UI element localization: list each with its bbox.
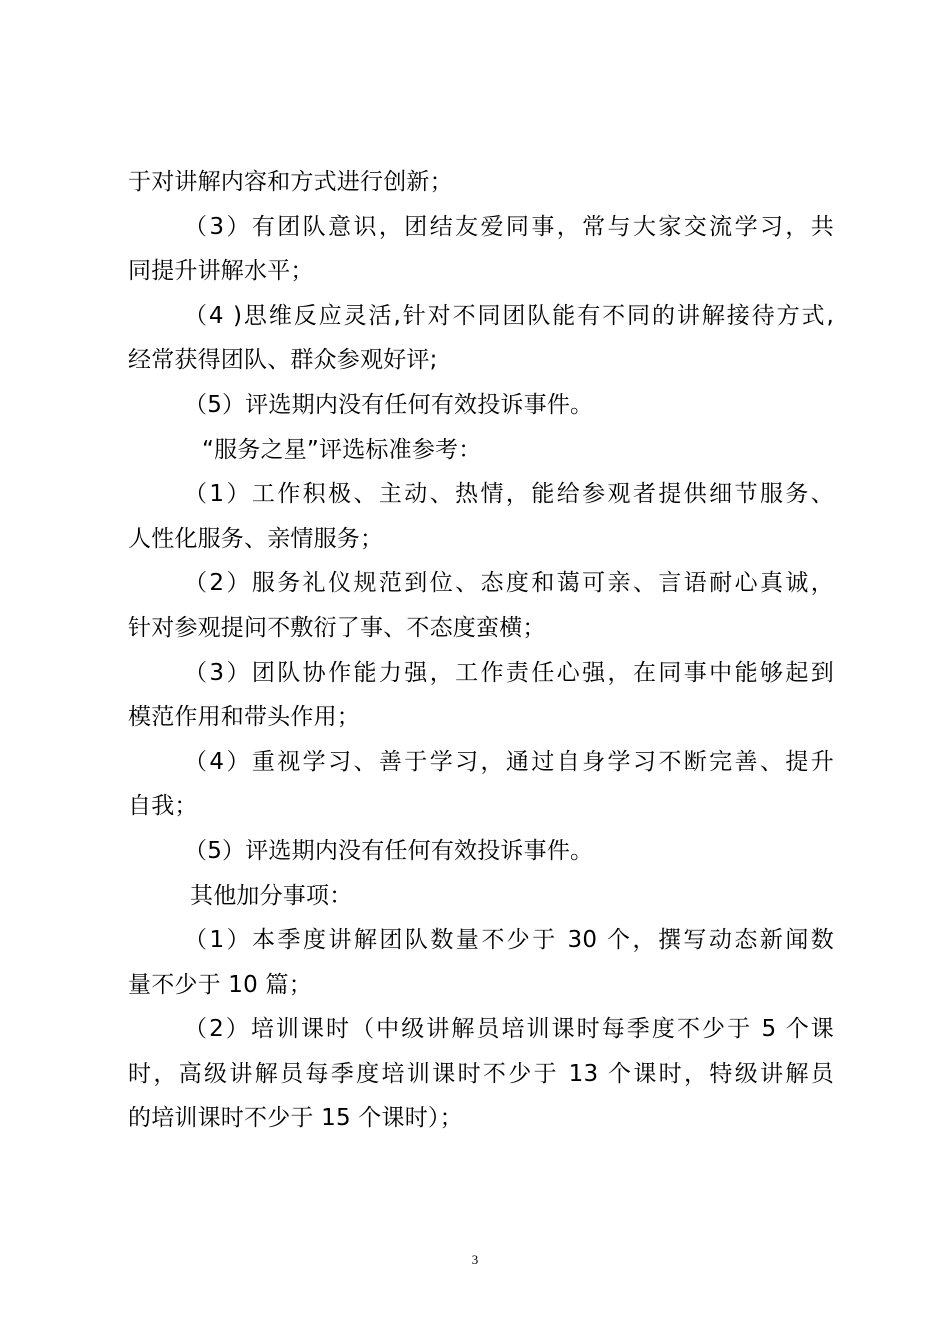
paragraph-line: （3）团队协作能力强，工作责任心强，在同事中能够起到 [184,659,834,686]
paragraph-line: （3）有团队意识，团结友爱同事，常与大家交流学习，共 [184,213,834,240]
paragraph-line: 人性化服务、亲情服务； [128,525,384,552]
paragraph-line: （4 )思维反应灵活,针对不同团队能有不同的讲解接待方式, [184,302,834,329]
paragraph-line: 模范作用和带头作用； [128,704,360,731]
page-number: 3 [471,1252,479,1267]
paragraph-line: （5）评选期内没有任何有效投诉事件。 [184,837,594,864]
paragraph-line: （4）重视学习、善于学习，通过自身学习不断完善、提升 [184,748,834,775]
paragraph-line: （1）本季度讲解团队数量不少于 30 个，撰写动态新闻数 [184,927,834,954]
paragraph-line: 针对参观提问不敷衍了事、不态度蛮横； [128,614,546,641]
paragraph-line: （2）服务礼仪规范到位、态度和蔼可亲、言语耐心真诚， [184,570,834,597]
section-heading: “服务之星”评选标准参考： [202,436,482,463]
paragraph-line: 自我； [128,793,198,820]
paragraph-line: 同提升讲解水平； [128,258,314,285]
paragraph-line: 经常获得团队、群众参观好评; [128,347,438,374]
paragraph-line: （1）工作积极、主动、热情，能给参观者提供细节服务、 [184,481,834,508]
section-heading: 其他加分事项： [190,882,353,909]
paragraph-line: （5）评选期内没有任何有效投诉事件。 [184,391,594,418]
document-body [128,160,834,1141]
paragraph-line: 于对讲解内容和方式进行创新； [128,169,453,195]
paragraph-line: 的培训课时不少于 15 个课时）； [128,1105,463,1132]
paragraph-line: 量不少于 10 篇； [128,971,312,998]
paragraph-line: 时，高级讲解员每季度培训课时不少于 13 个课时，特级讲解员 [128,1060,834,1087]
paragraph-line: （2）培训课时（中级讲解员培训课时每季度不少于 5 个课 [184,1016,834,1043]
